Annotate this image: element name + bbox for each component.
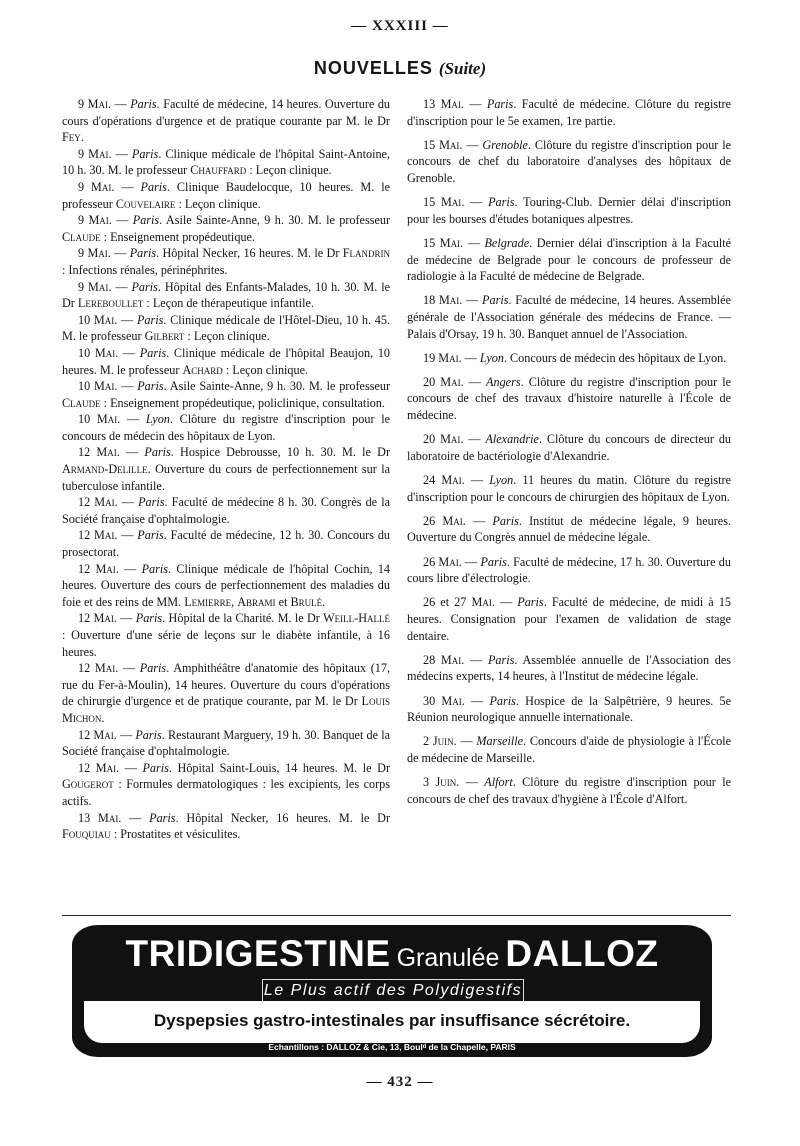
entry-place: Lyon — [489, 473, 514, 488]
entry-smallcaps-text: Couvelaire — [115, 196, 176, 211]
entry-text: . — — [118, 810, 150, 825]
entry-text: . Hôpital Necker, 16 heures. M. le Dr — [175, 810, 390, 825]
entry-text: . Concours de médecin des hôpitaux de Lyon. — [503, 350, 727, 365]
entry-text: . — — [458, 350, 480, 365]
entry-place: Angers — [486, 374, 521, 389]
news-entry — [407, 554, 731, 587]
entry-text: . Clinique médicale de l'hôpital Beaujon, 10 heures. M. le professeur — [62, 345, 391, 377]
news-entry — [407, 594, 731, 644]
entry-text: : Leçon clinique. — [175, 196, 261, 211]
entry-smallcaps-text: Mai — [88, 213, 109, 228]
news-entry — [407, 350, 731, 367]
entry-smallcaps-text: Mai — [97, 810, 119, 825]
entry-text: . Clôture du registre d'inscription pour le concours de médecin des hôpitaux de Lyon. — [62, 412, 390, 443]
entry-smallcaps-text: Claude — [62, 229, 101, 244]
news-entry — [407, 374, 731, 424]
ad-samples-address: Echantillons : DALLOZ & Cie, 13, Boulᵈ de la Chapelle, PARIS — [268, 1042, 516, 1052]
news-entry — [407, 137, 731, 187]
entry-text: . — — [459, 293, 483, 308]
ad-brand-maker: DALLOZ — [505, 933, 659, 974]
entry-place: Paris — [144, 445, 171, 460]
entry-smallcaps-text: Mai — [438, 350, 459, 365]
entry-text: 3 — [423, 775, 436, 790]
news-entry — [62, 212, 390, 245]
entry-text: . Clôture du registre d'inscription pour le concours de chef du laboratoire d'analyses des hôpitaux de Grenoble. — [407, 137, 732, 185]
entry-place: Paris — [135, 611, 163, 626]
ad-brand-form: Granulée — [396, 944, 500, 972]
news-entry — [62, 727, 390, 760]
section-title-text: NOUVELLES — [313, 58, 433, 78]
entry-text: . Faculté de médecine 8 h. 30. Congrès de la Société française d'ophtalmologie. — [62, 495, 390, 526]
entry-text: : Leçon clinique. — [246, 163, 332, 178]
entry-text: . — — [458, 554, 481, 569]
entry-place: Grenoble — [482, 137, 528, 152]
entry-place: Belgrade — [484, 235, 530, 250]
entry-text: . Hôpital de la Charité. M. le Dr — [162, 611, 324, 626]
entry-text: . Hospice de la Salpêtrière, 9 heures. 5e Réunion neurologique annuelle internationale. — [407, 693, 732, 725]
entry-text: : Ouverture d'une série de leçons sur le diabète infantile, à 16 heures. — [62, 628, 390, 659]
entry-text: . — — [459, 137, 483, 152]
left-column — [62, 96, 390, 843]
entry-text: . Clôture du concours de directeur du laboratoire de bactériologie d'Alexandrie. — [407, 432, 732, 463]
entry-text: . Faculté de médecine, 17 h. 30. Ouverture du cours libre d'électrologie. — [407, 554, 731, 586]
entry-text: : Prostatites et vésiculites. — [110, 827, 241, 842]
entry-text: . — — [116, 445, 145, 460]
entry-smallcaps-text: Mai — [440, 652, 462, 667]
advertisement-banner — [72, 925, 712, 1057]
news-entry — [62, 527, 390, 560]
entry-smallcaps-text: Mai — [94, 495, 115, 510]
entry-text: 15 — [423, 195, 441, 210]
entry-smallcaps-text: Mai — [94, 379, 115, 394]
entry-text: 10 — [78, 312, 94, 327]
entry-text: , — [231, 594, 238, 609]
news-entry — [62, 96, 390, 146]
news-entry — [62, 561, 390, 611]
entry-text: . — — [453, 734, 477, 749]
entry-text: . — — [460, 235, 485, 250]
entry-place: Paris — [135, 727, 162, 742]
news-entry — [62, 810, 390, 843]
entry-text: 26 — [423, 554, 439, 569]
entry-place: Paris — [141, 561, 169, 576]
entry-text: 9 — [78, 146, 89, 161]
entry-text: . Clinique médicale de l'hôpital Saint-Antoine, 10 h. 30. M. le professeur — [62, 146, 391, 178]
entry-text: . Concours d'aide de physiologie à l'École de médecine de Marseille. — [407, 734, 731, 765]
entry-text: . — — [114, 312, 137, 327]
entry-text: . — — [491, 595, 518, 610]
right-column — [407, 96, 731, 815]
entry-smallcaps-text: Lemierre — [184, 594, 232, 609]
ad-brand — [72, 933, 712, 975]
entry-text: . Faculté de médecine, 12 h. 30. Concours du prosectorat. — [62, 528, 391, 560]
news-entry — [407, 292, 731, 342]
entry-text: 10 — [78, 345, 95, 360]
entry-smallcaps-text: Mai — [440, 374, 461, 389]
entry-text: 13 — [78, 810, 98, 825]
entry-place: Lyon — [145, 412, 170, 427]
entry-smallcaps-text: Weill-Hallé — [323, 611, 390, 626]
entry-text: . — — [107, 97, 131, 111]
entry-smallcaps-text: Juin — [432, 734, 454, 749]
ad-brand-name: TRIDIGESTINE — [125, 933, 391, 974]
entry-smallcaps-text: Mai — [96, 412, 118, 427]
entry-text: . Faculté de médecine, 14 heures. Assemblée générale de l'Association générale des médecins de France. — Palais d'Orsay, 19 h. 30. Banquet annuel de l'Association. — [407, 293, 732, 341]
entry-place: Paris — [487, 652, 515, 667]
entry-text: 12 — [78, 445, 97, 460]
entry-smallcaps-text: Gilbert — [144, 329, 185, 344]
entry-smallcaps-text: Mai — [442, 513, 463, 528]
entry-smallcaps-text: Mai — [93, 312, 115, 327]
entry-place: Paris — [517, 595, 544, 610]
news-entry — [62, 245, 390, 278]
news-entry — [407, 652, 731, 685]
news-entry — [62, 179, 390, 212]
news-entry — [62, 146, 390, 179]
news-entry — [407, 431, 731, 464]
entry-text: . — — [115, 561, 142, 576]
entry-place: Alfort — [484, 775, 513, 790]
entry-text: . — — [108, 279, 132, 294]
entry-text: : Leçon de thérapeutique infantile. — [143, 296, 314, 311]
entry-place: Paris — [486, 97, 514, 111]
entry-smallcaps-text: Mai — [440, 97, 461, 111]
entry-smallcaps-text: Mai — [88, 146, 109, 161]
entry-smallcaps-text: Mai — [96, 445, 117, 460]
entry-text: . — — [108, 213, 133, 228]
entry-place: Paris — [149, 810, 176, 825]
entry-smallcaps-text: Mai — [93, 611, 114, 626]
entry-smallcaps-text: Mai — [87, 97, 108, 111]
entry-text: 19 — [423, 350, 439, 365]
entry-place: Paris — [482, 293, 509, 308]
ad-slogan: Le Plus actif des Polydigestifs — [262, 979, 524, 1002]
entry-smallcaps-text: Armand-Delille — [62, 462, 148, 477]
entry-text: . — — [113, 611, 136, 626]
entry-text: 28 — [423, 652, 441, 667]
news-entry — [62, 378, 390, 411]
news-entry — [62, 312, 390, 345]
news-entry — [407, 693, 731, 726]
entry-text: . — — [460, 432, 486, 447]
entry-place: Paris — [138, 495, 165, 510]
entry-place: Paris — [136, 312, 164, 327]
entry-text: . Dernier délai d'inscription à la Faculté de médecine de Belgrade pour le concours de professeur de radiologie à la Faculté de médecine de Belgrade. — [407, 235, 732, 284]
ad-tagline: Dyspepsies gastro-intestinales par insuffisance sécrétoire. — [153, 1011, 631, 1030]
entry-text: 10 — [78, 379, 94, 394]
news-entry — [62, 444, 390, 494]
entry-text: 9 — [78, 246, 88, 261]
entry-smallcaps-text: Fey — [62, 130, 81, 145]
entry-smallcaps-text: Mai — [471, 595, 492, 610]
entry-text: . Asile Sainte-Anne, 9 h. 30. M. le professeur — [163, 379, 391, 394]
entry-smallcaps-text: Mai — [93, 727, 114, 742]
entry-text: . Faculté de médecine. Clôture du registre d'inscription pour le 5e examen, 1re partie. — [407, 97, 732, 128]
entry-text: . — — [461, 473, 490, 488]
entry-smallcaps-text: Mai — [94, 528, 115, 543]
entry-text: 9 — [78, 213, 89, 228]
entry-text: 26 — [423, 513, 443, 528]
entry-place: Paris — [480, 554, 507, 569]
entry-text: 9 — [78, 97, 88, 111]
entry-text: . — — [114, 528, 138, 543]
news-entry — [407, 235, 731, 285]
entry-smallcaps-text: Mai — [95, 760, 117, 775]
entry-smallcaps-text: Abrami — [237, 594, 276, 609]
entry-smallcaps-text: Mai — [440, 432, 461, 447]
entry-smallcaps-text: Chauffard — [190, 163, 247, 178]
entry-text: : Leçon clinique. — [222, 362, 309, 377]
entry-text: : Leçon clinique. — [184, 329, 270, 344]
entry-text: 9 — [78, 279, 89, 294]
entry-text: 15 — [423, 137, 440, 152]
entry-text: 12 — [78, 661, 95, 676]
entry-smallcaps-text: Mai — [88, 279, 109, 294]
section-title — [0, 58, 800, 79]
entry-text: 20 — [423, 374, 441, 389]
entry-smallcaps-text: Mai — [439, 235, 461, 250]
entry-text: 13 — [423, 97, 441, 111]
entry-text: . Faculté de médecine, 14 heures. Ouverture du cours d'opérations d'urgence et de pratique courante par M. le Dr — [62, 97, 391, 128]
entry-place: Paris — [139, 345, 167, 360]
entry-text: . Clinique médicale de l'hôpital Cochin, 14 heures. Ouverture des cours de perfectionnement des maladies du foie et des reins de MM. — [62, 561, 391, 609]
news-entry — [407, 194, 731, 227]
entry-text: . — — [456, 775, 485, 790]
entry-text: . Hôpital des Enfants-Malades, 10 h. 30. M. le Dr — [62, 279, 391, 311]
news-entry — [62, 494, 390, 527]
entry-text: 15 — [423, 235, 440, 250]
entry-place: Paris — [129, 246, 157, 261]
section-title-suffix: (Suite) — [438, 59, 487, 78]
news-entry — [62, 345, 390, 378]
entry-place: Paris — [139, 661, 167, 676]
entry-text: . — — [114, 495, 139, 510]
entry-text: . Hôpital Saint-Louis, 14 heures. M. le Dr — [168, 760, 391, 775]
entry-text: . Touring-Club. Dernier délai d'inscription pour les bourses d'études botaniques alpestres. — [407, 195, 732, 226]
entry-text: 9 — [78, 179, 92, 194]
entry-text: . — — [461, 652, 488, 667]
entry-place: Alexandrie — [485, 432, 539, 447]
entry-text: 12 — [78, 561, 96, 576]
entry-smallcaps-text: Louis Michon — [62, 694, 390, 725]
news-entry — [62, 660, 390, 726]
entry-text: et — [275, 594, 291, 609]
entry-place: Paris — [137, 379, 164, 394]
entry-place: Paris — [130, 97, 157, 111]
entry-text: : Formules dermatologiques : les excipients, les corps actifs. — [62, 777, 390, 808]
entry-smallcaps-text: Mai — [439, 137, 460, 152]
entry-place: Paris — [488, 195, 515, 210]
entry-place: Paris — [131, 146, 159, 161]
news-entry — [62, 760, 390, 810]
entry-text: . Faculté de médecine, de midi à 15 heures. Consignation pour l'examen de validation de stage dentaire. — [407, 595, 732, 643]
entry-text: . Clôture du registre d'inscription pour le concours de chef des travaux d'histoire naturelle à l'École de médecine. — [407, 374, 732, 423]
entry-text: . Amphithéâtre d'anatomie des hôpitaux (17, rue du Fer-à-Moulin), 14 heures. Ouverture du cours d'opérations de chirurgie d'urgence et de pratique courante, par M. le Dr — [62, 661, 391, 709]
entry-text: 12 — [78, 760, 96, 775]
entry-place: Paris — [492, 513, 519, 528]
news-entry — [407, 513, 731, 546]
entry-text: . — — [107, 246, 130, 261]
entry-text: . — — [460, 97, 487, 111]
entry-smallcaps-text: Mai — [438, 554, 459, 569]
entry-smallcaps-text: Brulé — [290, 594, 323, 609]
news-entry — [407, 774, 731, 807]
entry-place: Lyon — [479, 350, 504, 365]
entry-text: 12 — [78, 495, 95, 510]
entry-text: 12 — [78, 528, 95, 543]
entry-text: : Infections rénales, périnéphrites. — [62, 262, 228, 277]
entry-text: . — [80, 130, 84, 145]
news-entry — [62, 411, 390, 444]
news-entry — [62, 279, 390, 312]
entry-smallcaps-text: Achard — [182, 362, 223, 377]
entry-text: . Clinique Baudelocque, 10 heures. M. le professeur — [62, 179, 391, 211]
entry-text: 18 — [423, 293, 439, 308]
entry-place: Paris — [140, 179, 167, 194]
entry-text: . — — [114, 379, 138, 394]
news-entry — [62, 610, 390, 660]
entry-smallcaps-text: Mai — [94, 661, 116, 676]
entry-place: Paris — [131, 279, 158, 294]
entry-text: 26 et 27 — [423, 595, 472, 610]
entry-smallcaps-text: Flandrin — [342, 246, 390, 261]
entry-text: . — — [108, 146, 132, 161]
entry-smallcaps-text: Mai — [440, 195, 462, 210]
entry-smallcaps-text: Mai — [438, 293, 460, 308]
entry-text: . Asile Sainte-Anne, 9 h. 30. M. le professeur — [159, 213, 390, 228]
entry-text: . — — [461, 693, 490, 708]
entry-text: . Clôture du registre d'inscription pour le concours de chef des travaux d'hygiène à l'École d'Alfort. — [407, 775, 732, 806]
entry-text: . — — [117, 412, 146, 427]
entry-smallcaps-text: Mai — [95, 561, 116, 576]
entry-smallcaps-text: Mai — [441, 693, 462, 708]
entry-text: . — — [462, 513, 493, 528]
entry-text: 20 — [423, 432, 441, 447]
entry-text: 12 — [78, 727, 94, 742]
news-entry — [407, 96, 731, 129]
roman-folio: — XXXIII — — [351, 18, 449, 34]
entry-place: Paris — [132, 213, 160, 228]
entry-text: . — [322, 594, 326, 609]
entry-smallcaps-text: Fouquiau — [62, 827, 111, 842]
entry-text: . 11 heures du matin. Clôture du registre d'inscription pour le concours de chirurgien des hôpitaux de Lyon. — [407, 473, 732, 504]
entry-text: . Assemblée annuelle de l'Association des médecins experts, 14 heures, à l'Institut de médecine légale. — [407, 652, 732, 684]
entry-place: Paris — [489, 693, 516, 708]
entry-smallcaps-text: Mai — [87, 246, 108, 261]
news-entry — [407, 733, 731, 766]
page-number: — 432 — — [366, 1074, 434, 1090]
entry-text: : Enseignement propédeutique, policlinique, consultation. — [100, 395, 385, 410]
entry-text: . Ouverture du cours de perfectionnement sur la tuberculose infantile. — [62, 462, 390, 493]
entry-smallcaps-text: Gougerot — [62, 777, 114, 792]
entry-smallcaps-text: Mai — [441, 473, 462, 488]
horizontal-rule — [62, 915, 731, 916]
entry-place: Paris — [137, 528, 164, 543]
entry-text: . — [101, 710, 105, 725]
entry-text: . — — [460, 374, 487, 389]
entry-smallcaps-text: Lereboullet — [77, 296, 144, 311]
entry-place: Marseille — [476, 734, 524, 749]
entry-text: . — — [111, 179, 141, 194]
entry-smallcaps-text: Mai — [94, 345, 116, 360]
entry-smallcaps-text: Claude — [62, 395, 101, 410]
entry-text: . Hôpital Necker, 16 heures. M. le Dr — [156, 246, 343, 261]
entry-text: . Institut de médecine légale, 9 heures. Ouverture du Congrès annuel de médecine légale. — [407, 513, 731, 545]
entry-text: . — — [115, 345, 140, 360]
entry-text: . — — [113, 727, 136, 742]
entry-place: Paris — [142, 760, 169, 775]
entry-text: 24 — [423, 473, 442, 488]
entry-text: . — — [116, 760, 143, 775]
entry-text: . — — [461, 195, 489, 210]
entry-text: . Hospice Debrousse, 10 h. 30. M. le Dr — [170, 445, 390, 460]
entry-smallcaps-text: Mai — [91, 179, 112, 194]
entry-smallcaps-text: Juin — [435, 775, 457, 790]
entry-text: 30 — [423, 693, 442, 708]
entry-text: . Clinique médicale de l'Hôtel-Dieu, 10 h. 45. M. le professeur — [62, 312, 391, 344]
entry-text: . — — [115, 661, 140, 676]
entry-text: 10 — [78, 412, 97, 427]
entry-text: 2 — [423, 734, 433, 749]
entry-text: . Restaurant Marguery, 19 h. 30. Banquet de la Société française d'ophtalmologie. — [62, 727, 391, 759]
entry-text: : Enseignement propédeutique. — [100, 229, 255, 244]
news-entry — [407, 472, 731, 505]
entry-text: 12 — [78, 611, 94, 626]
